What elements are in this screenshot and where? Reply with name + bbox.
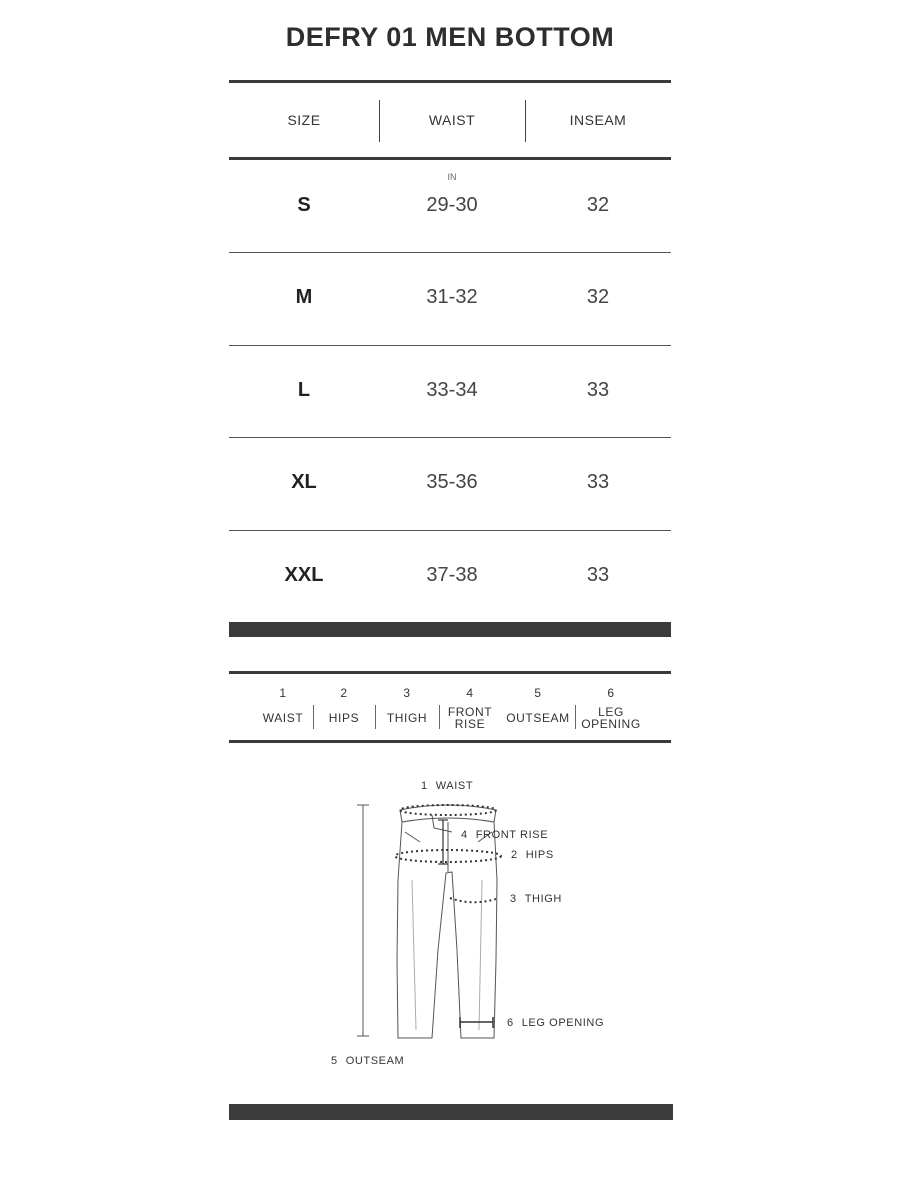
diagram-text: WAIST	[435, 780, 474, 792]
legend-number: 2	[340, 686, 348, 700]
diagram-label-thigh	[510, 893, 562, 905]
legend-label-line2: RISE	[454, 717, 486, 731]
row-size: XXL	[284, 564, 324, 586]
legend-number: 4	[466, 686, 474, 700]
diagram-number: 2	[511, 849, 518, 861]
row-inseam: 32	[586, 194, 610, 216]
diagram-number: 5	[331, 1055, 338, 1067]
header-waist: WAIST	[428, 112, 476, 128]
row-inseam: 33	[586, 564, 610, 586]
legend-number: 6	[607, 686, 615, 700]
waist-measure-ring	[400, 805, 496, 815]
diagram-number: 4	[461, 829, 468, 841]
page-bottom-bar	[229, 1104, 673, 1120]
diagram-text: OUTSEAM	[345, 1055, 405, 1067]
diagram-text: THIGH	[524, 893, 562, 905]
row-waist: 35-36	[426, 471, 478, 493]
thigh-measure-line	[450, 898, 496, 902]
legend-label: HIPS	[328, 711, 360, 725]
row-size: S	[297, 194, 311, 216]
header-size: SIZE	[287, 112, 321, 128]
diagram-number: 1	[421, 780, 428, 792]
row-size: XL	[291, 471, 317, 493]
legend-label: LEG	[598, 705, 624, 719]
diagram-text: HIPS	[525, 849, 554, 861]
legend-label: OUTSEAM	[506, 711, 570, 725]
row-size: L	[297, 379, 311, 401]
diagram-label-leg-opening	[507, 1017, 604, 1029]
diagram-label-waist	[421, 780, 473, 792]
pants-seam	[405, 815, 492, 872]
row-inseam: 32	[586, 286, 610, 308]
pants-outline	[397, 822, 497, 1038]
legend-number: 5	[534, 686, 542, 700]
legend-label: WAIST	[262, 711, 304, 725]
legend-number: 1	[279, 686, 287, 700]
diagram-label-hips	[511, 849, 554, 861]
legend-label: FRONT	[447, 705, 493, 719]
legend-label-line2: OPENING	[581, 717, 641, 731]
row-waist: 31-32	[426, 286, 478, 308]
row-waist: 29-30	[426, 194, 478, 216]
row-waist: 37-38	[426, 564, 478, 586]
header-inseam: INSEAM	[569, 112, 627, 128]
row-size: M	[295, 286, 313, 308]
legend-label: THIGH	[386, 711, 428, 725]
chart-title: DEFRY 01 MEN BOTTOM	[285, 22, 615, 52]
row-inseam: 33	[586, 471, 610, 493]
row-inseam: 33	[586, 379, 610, 401]
diagram-text: FRONT RISE	[475, 829, 549, 841]
diagram-text: LEG OPENING	[521, 1017, 605, 1029]
row-waist: 33-34	[426, 379, 478, 401]
diagram-number: 6	[507, 1017, 514, 1029]
legend-number: 3	[403, 686, 411, 700]
unit-label: IN	[447, 172, 457, 182]
diagram-number: 3	[510, 893, 517, 905]
diagram-label-front-rise	[461, 829, 548, 841]
diagram-label-outseam	[331, 1055, 404, 1067]
